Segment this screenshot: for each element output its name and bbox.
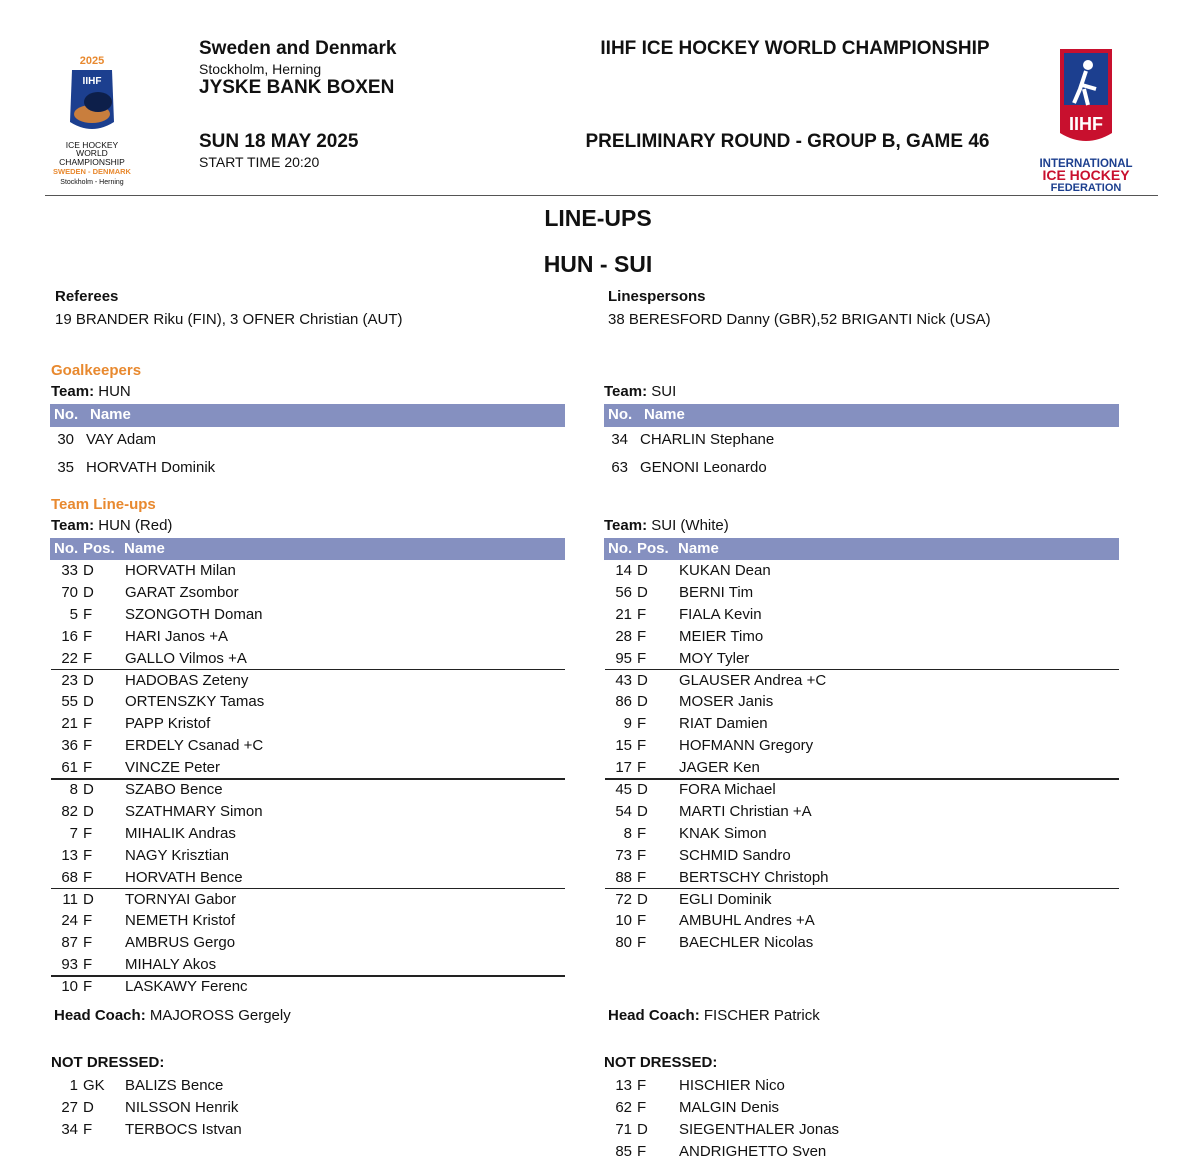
- player-number: 17: [615, 759, 632, 777]
- player-name: HORVATH Milan: [125, 562, 236, 579]
- player-name: HISCHIER Nico: [679, 1077, 785, 1094]
- player-position: D: [637, 781, 648, 798]
- player-number: 36: [61, 737, 78, 755]
- player-name: SZONGOTH Doman: [125, 605, 263, 623]
- round-title: PRELIMINARY ROUND - GROUP B, GAME 46: [585, 131, 990, 152]
- lineup-home-table-header: [50, 538, 565, 560]
- player-number: 22: [61, 649, 78, 667]
- lineup-home-list: [51, 560, 566, 1000]
- gk-name: VAY Adam: [86, 431, 157, 448]
- player-position: F: [83, 715, 93, 733]
- player-number: 10: [615, 912, 632, 930]
- player-position: F: [83, 868, 93, 886]
- gk-away-team-name: SUI: [651, 383, 677, 400]
- gk-name: CHARLIN Stephane: [640, 431, 775, 448]
- player-name: GARAT Zsombor: [125, 583, 239, 601]
- player-name: KUKAN Dean: [679, 562, 771, 579]
- home-coach-name: MAJOROSS Gergely: [149, 1007, 291, 1024]
- player-position: F: [637, 1142, 647, 1160]
- player-name: TERBOCS Istvan: [125, 1120, 242, 1138]
- event-title: IIHF ICE HOCKEY WORLD CHAMPIONSHIP: [600, 38, 990, 59]
- player-number: 93: [61, 956, 78, 974]
- player-name: ERDELY Csanad +C: [125, 737, 264, 755]
- player-name: AMBUHL Andres +A: [679, 912, 815, 930]
- wc-logo-line5: Stockholm - Herning: [60, 179, 124, 186]
- gk-name: HORVATH Dominik: [86, 459, 216, 476]
- gk-name: GENONI Leonardo: [640, 459, 767, 476]
- player-number: 14: [615, 562, 632, 579]
- lineup-away-team-name: SUI (White): [651, 517, 729, 534]
- player-name: GALLO Vilmos +A: [125, 649, 247, 667]
- gk-away-team-label: Team:: [604, 383, 648, 400]
- player-number: 10: [61, 978, 78, 996]
- player-name: VINCZE Peter: [125, 759, 221, 777]
- wc-logo-brand: IIHF: [82, 76, 102, 87]
- player-name: ORTENSZKY Tamas: [125, 693, 265, 711]
- venue-cities: Stockholm, Herning: [199, 61, 322, 77]
- header-divider: [45, 195, 1158, 196]
- player-position: F: [637, 912, 647, 930]
- player-position: F: [83, 978, 93, 996]
- player-name: SCHMID Sandro: [679, 846, 791, 864]
- player-name: JAGER Ken: [679, 759, 760, 777]
- away-not-dressed-list: [605, 1075, 1120, 1170]
- wc-logo-graphic: [48, 52, 136, 192]
- gk-home-team-name: HUN: [98, 383, 131, 400]
- player-number: 8: [623, 824, 632, 842]
- player-number: 33: [61, 562, 78, 579]
- player-number: 85: [615, 1142, 632, 1160]
- player-number: 27: [61, 1098, 78, 1116]
- home-coach-label: Head Coach:: [54, 1007, 146, 1024]
- iihf-logo-graphic: [1030, 45, 1142, 195]
- player-name: MOY Tyler: [679, 649, 750, 667]
- iihf-logo: [1030, 45, 1142, 195]
- player-number: 80: [615, 934, 632, 952]
- lineup-away-team-label: Team:: [604, 517, 648, 534]
- player-name: NAGY Krisztian: [125, 846, 229, 864]
- home-head-coach: [54, 1007, 291, 1024]
- player-number: 82: [61, 802, 78, 820]
- gk-away-list: [604, 431, 1119, 491]
- lineup-home-header-name: Name: [124, 540, 165, 557]
- player-position: F: [637, 846, 647, 864]
- player-number: 61: [61, 759, 78, 777]
- gk-home-header-no: No.: [54, 406, 79, 423]
- player-number: 7: [69, 824, 78, 842]
- player-position: D: [83, 562, 94, 579]
- player-position: D: [83, 693, 94, 711]
- player-name: SIEGENTHALER Jonas: [679, 1120, 840, 1138]
- player-position: D: [83, 802, 94, 820]
- lineup-away-list: [605, 560, 1120, 1000]
- player-number: 21: [615, 605, 632, 623]
- player-position: F: [83, 605, 93, 623]
- gk-home-header-name: Name: [90, 406, 131, 423]
- wc-2025-logo: [48, 52, 136, 192]
- player-name: MIHALY Akos: [125, 956, 217, 974]
- gk-home-team-label: Team:: [51, 383, 95, 400]
- player-name: MEIER Timo: [679, 627, 764, 645]
- player-number: 86: [615, 693, 632, 711]
- player-number: 23: [61, 671, 78, 689]
- linespersons-value: 38 BERESFORD Danny (GBR),52 BRIGANTI Nick (USA): [608, 311, 991, 328]
- player-number: 55: [61, 693, 78, 711]
- player-position: D: [637, 802, 648, 820]
- venue-country: Sweden and Denmark: [199, 38, 397, 59]
- lineup-away-header-pos: Pos.: [637, 540, 669, 557]
- player-name: ANDRIGHETTO Sven: [679, 1142, 827, 1160]
- player-name: PAPP Kristof: [125, 715, 211, 733]
- goalkeepers-heading: Goalkeepers: [51, 362, 142, 379]
- player-position: D: [83, 583, 94, 601]
- lineup-away-header-name: Name: [678, 540, 719, 557]
- player-position: F: [637, 737, 647, 755]
- player-name: GLAUSER Andrea +C: [679, 671, 827, 689]
- player-position: D: [637, 671, 648, 689]
- venue-arena: JYSKE BANK BOXEN: [199, 77, 395, 98]
- gk-home-table-header: [50, 404, 565, 426]
- player-name: MARTI Christian +A: [679, 802, 812, 820]
- player-number: 16: [61, 627, 78, 645]
- player-number: 5: [69, 605, 78, 623]
- gk-home-list: [50, 431, 565, 491]
- matchup: HUN - SUI: [543, 251, 653, 277]
- iihf-logo-line1: INTERNATIONAL: [1039, 158, 1133, 170]
- player-position: F: [83, 1120, 93, 1138]
- player-name: MOSER Janis: [679, 693, 774, 711]
- player-number: 72: [615, 890, 632, 908]
- player-position: F: [83, 737, 93, 755]
- gk-away-team: [604, 383, 676, 400]
- player-position: F: [83, 759, 93, 777]
- player-name: HARI Janos +A: [125, 627, 228, 645]
- player-position: F: [83, 934, 93, 952]
- player-number: 13: [61, 846, 78, 864]
- player-position: F: [637, 1098, 647, 1116]
- player-position: F: [637, 1077, 647, 1094]
- player-name: HOFMANN Gregory: [679, 737, 814, 755]
- player-name: RIAT Damien: [679, 715, 768, 733]
- player-position: D: [637, 562, 648, 579]
- player-position: D: [83, 1098, 94, 1116]
- player-position: D: [637, 1120, 648, 1138]
- gk-number: 35: [57, 459, 74, 476]
- player-name: KNAK Simon: [679, 824, 767, 842]
- iihf-logo-brand: IIHF: [1069, 114, 1103, 134]
- player-number: 70: [61, 583, 78, 601]
- lineup-away-table-header: [604, 538, 1119, 560]
- wc-logo-line1: ICE HOCKEY: [65, 140, 119, 150]
- gk-number: 63: [611, 459, 628, 476]
- player-number: 68: [61, 868, 78, 886]
- gk-home-team: [51, 383, 131, 400]
- player-number: 11: [62, 890, 78, 908]
- gk-number: 34: [611, 431, 628, 448]
- player-name: TORNYAI Gabor: [125, 890, 237, 908]
- player-number: 1: [69, 1077, 78, 1094]
- lineup-away-team: [604, 517, 729, 534]
- player-position: F: [83, 627, 93, 645]
- referees-label: Referees: [55, 288, 119, 305]
- lineup-home-team-label: Team:: [51, 517, 95, 534]
- lineup-home-header-no: No.: [54, 540, 79, 557]
- player-number: 95: [615, 649, 632, 667]
- player-name: FORA Michael: [679, 781, 776, 798]
- wc-logo-line3: CHAMPIONSHIP: [59, 157, 125, 167]
- player-number: 54: [615, 802, 632, 820]
- player-position: D: [83, 671, 94, 689]
- lineup-home-header-pos: Pos.: [83, 540, 115, 557]
- player-position: D: [83, 890, 94, 908]
- player-position: F: [637, 824, 647, 842]
- player-name: SZABO Bence: [125, 781, 223, 798]
- player-name: HADOBAS Zeteny: [125, 671, 249, 689]
- lineups-heading: Team Line-ups: [51, 496, 156, 513]
- player-position: D: [637, 693, 648, 711]
- game-start-time: START TIME 20:20: [199, 154, 320, 170]
- player-position: GK: [83, 1077, 105, 1094]
- player-position: F: [83, 956, 93, 974]
- home-not-dressed-list: [51, 1075, 566, 1165]
- player-position: F: [83, 846, 93, 864]
- player-number: 45: [615, 781, 632, 798]
- gk-away-header-no: No.: [608, 406, 633, 423]
- player-name: BERNI Tim: [679, 583, 754, 601]
- iihf-logo-line2: ICE HOCKEY: [1042, 167, 1130, 183]
- player-name: BERTSCHY Christoph: [679, 868, 829, 886]
- player-position: F: [83, 824, 93, 842]
- wc-logo-year: 2025: [79, 55, 105, 67]
- player-number: 88: [615, 868, 632, 886]
- player-number: 71: [615, 1120, 632, 1138]
- away-head-coach: [608, 1007, 820, 1024]
- player-name: EGLI Dominik: [679, 890, 772, 908]
- player-number: 43: [615, 671, 632, 689]
- gk-number: 30: [57, 431, 74, 448]
- player-number: 87: [61, 934, 78, 952]
- player-number: 24: [61, 912, 78, 930]
- player-name: MIHALIK Andras: [125, 824, 236, 842]
- player-number: 56: [615, 583, 632, 601]
- player-position: F: [637, 759, 647, 777]
- player-name: NEMETH Kristof: [125, 912, 236, 930]
- player-name: BALIZS Bence: [125, 1077, 224, 1094]
- player-position: F: [637, 649, 647, 667]
- iihf-logo-line3: FEDERATION: [1050, 182, 1122, 194]
- away-coach-label: Head Coach:: [608, 1007, 700, 1024]
- gk-home-header-rule: [50, 426, 565, 427]
- gk-away-header-rule: [604, 426, 1119, 427]
- player-name: LASKAWY Ferenc: [125, 978, 248, 996]
- player-position: D: [637, 890, 648, 908]
- player-number: 21: [61, 715, 78, 733]
- player-position: F: [83, 912, 93, 930]
- player-name: MALGIN Denis: [679, 1098, 780, 1116]
- player-position: F: [637, 627, 647, 645]
- player-number: 15: [615, 737, 632, 755]
- player-number: 34: [61, 1120, 78, 1138]
- away-coach-name: FISCHER Patrick: [703, 1007, 820, 1024]
- linespersons-label: Linespersons: [608, 288, 706, 305]
- document-title: LINE-UPS: [544, 205, 652, 231]
- player-position: F: [637, 868, 647, 886]
- player-name: BAECHLER Nicolas: [679, 934, 814, 952]
- player-position: F: [637, 715, 647, 733]
- gk-away-table-header: [604, 404, 1119, 426]
- player-number: 13: [615, 1077, 632, 1094]
- game-date: SUN 18 MAY 2025: [199, 131, 359, 152]
- player-position: F: [83, 649, 93, 667]
- player-name: NILSSON Henrik: [125, 1098, 239, 1116]
- player-name: SZATHMARY Simon: [125, 802, 263, 820]
- player-position: D: [637, 583, 648, 601]
- player-number: 9: [623, 715, 632, 733]
- player-name: AMBRUS Gergo: [125, 934, 236, 952]
- lineup-home-team-name: HUN (Red): [98, 517, 173, 534]
- player-position: D: [83, 781, 94, 798]
- away-not-dressed-heading: NOT DRESSED:: [604, 1054, 718, 1071]
- wc-logo-line2: WORLD: [76, 148, 108, 158]
- wc-logo-line4: SWEDEN - DENMARK: [53, 167, 131, 176]
- player-number: 62: [615, 1098, 632, 1116]
- player-number: 8: [69, 781, 78, 798]
- player-number: 73: [615, 846, 632, 864]
- player-name: HORVATH Bence: [125, 868, 243, 886]
- home-not-dressed-heading: NOT DRESSED:: [51, 1054, 165, 1071]
- referees-value: 19 BRANDER Riku (FIN), 3 OFNER Christian (AUT): [55, 311, 403, 328]
- player-position: F: [637, 934, 647, 952]
- gk-away-header-name: Name: [644, 406, 685, 423]
- player-name: FIALA Kevin: [679, 605, 762, 623]
- lineup-home-team: [51, 517, 172, 534]
- player-position: F: [637, 605, 647, 623]
- player-number: 28: [615, 627, 632, 645]
- lineup-away-header-no: No.: [608, 540, 633, 557]
